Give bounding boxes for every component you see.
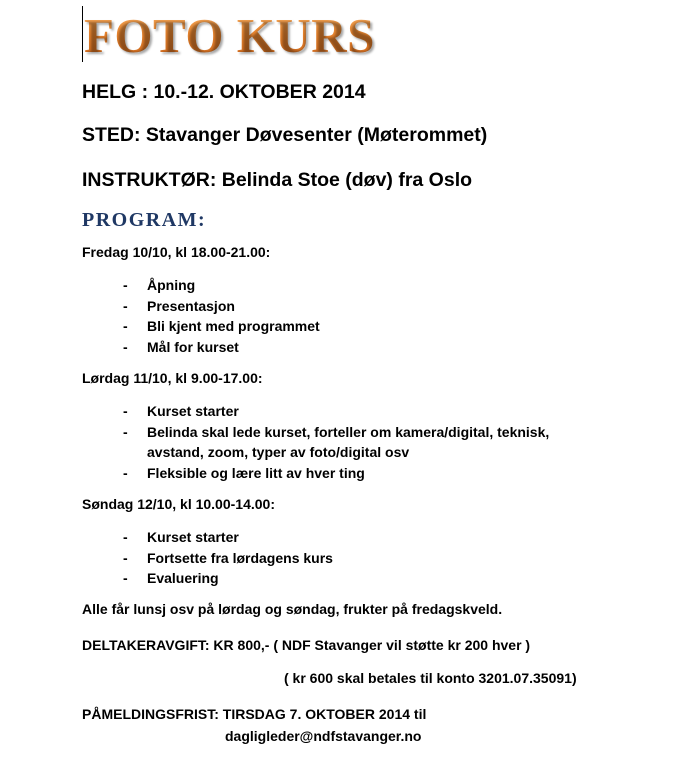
- dash-bullet: -: [123, 464, 128, 481]
- day-heading-sunday: Søndag 12/10, kl 10.00-14.00:: [82, 496, 275, 512]
- dash-bullet: -: [123, 297, 128, 314]
- registration-deadline: PÅMELDINGSFRIST: TIRSDAG 7. OKTOBER 2014 til: [82, 706, 427, 722]
- list-item: [122, 401, 549, 422]
- dash-bullet: -: [123, 338, 128, 355]
- dash-bullet: -: [123, 423, 128, 440]
- list-item-text: Åpning: [147, 277, 196, 293]
- list-item-text: Fleksible og lære litt av hver ting: [147, 464, 365, 481]
- dash-bullet: -: [123, 549, 128, 566]
- day-heading-saturday: Lørdag 11/10, kl 9.00-17.00:: [82, 370, 263, 386]
- page-title: FOTO KURS: [84, 8, 375, 63]
- list-item: [122, 527, 333, 548]
- text-cursor: [82, 6, 83, 62]
- friday-list: [122, 275, 320, 357]
- lunch-note: Alle får lunsj osv på lørdag og søndag, frukter på fredagskveld.: [82, 601, 503, 617]
- day-heading-friday: Fredag 10/10, kl 18.00-21.00:: [82, 244, 271, 260]
- dash-bullet: -: [123, 529, 128, 545]
- list-item: [122, 548, 333, 569]
- sunday-list: [122, 527, 333, 589]
- list-item-text: Mål for kurset: [147, 338, 239, 355]
- list-item: [122, 568, 333, 589]
- fee-account-note: ( kr 600 skal betales til konto 3201.07.35091): [284, 670, 577, 686]
- list-item-text: Kurset starter: [147, 529, 239, 545]
- list-item: [122, 275, 320, 296]
- venue: STED: Stavanger Døvesenter (Møterommet): [82, 124, 488, 146]
- dash-bullet: -: [123, 403, 128, 419]
- list-item-text: Kurset starter: [147, 403, 239, 419]
- saturday-list: [122, 401, 549, 483]
- fee-line: DELTAKERAVGIFT: KR 800,- ( NDF Stavanger vil støtte kr 200 hver ): [82, 637, 531, 653]
- contact-email: dagligleder@ndfstavanger.no: [225, 728, 422, 744]
- program-heading: PROGRAM:: [82, 209, 207, 231]
- list-item-text: Bli kjent med programmet: [147, 318, 320, 334]
- list-item: [122, 422, 549, 443]
- list-item-text: Fortsette fra lørdagens kurs: [147, 549, 333, 566]
- list-item-text: Presentasjon: [147, 297, 235, 314]
- list-item-continuation: [122, 442, 549, 463]
- dash-bullet: -: [123, 570, 128, 586]
- instructor: INSTRUKTØR: Belinda Stoe (døv) fra Oslo: [82, 169, 473, 191]
- weekend-dates: HELG : 10.-12. OKTOBER 2014: [82, 81, 366, 103]
- list-item: [122, 316, 320, 337]
- list-item-text: Belinda skal lede kurset, forteller om kamera/digital, teknisk,: [147, 423, 550, 440]
- list-item-text: Evaluering: [147, 570, 219, 586]
- list-item: [122, 463, 549, 484]
- list-item: [122, 337, 320, 358]
- dash-bullet: -: [123, 277, 128, 293]
- list-item: [122, 296, 320, 317]
- list-item-text: avstand, zoom, typer av foto/digital osv: [147, 444, 410, 460]
- dash-bullet: -: [123, 318, 128, 334]
